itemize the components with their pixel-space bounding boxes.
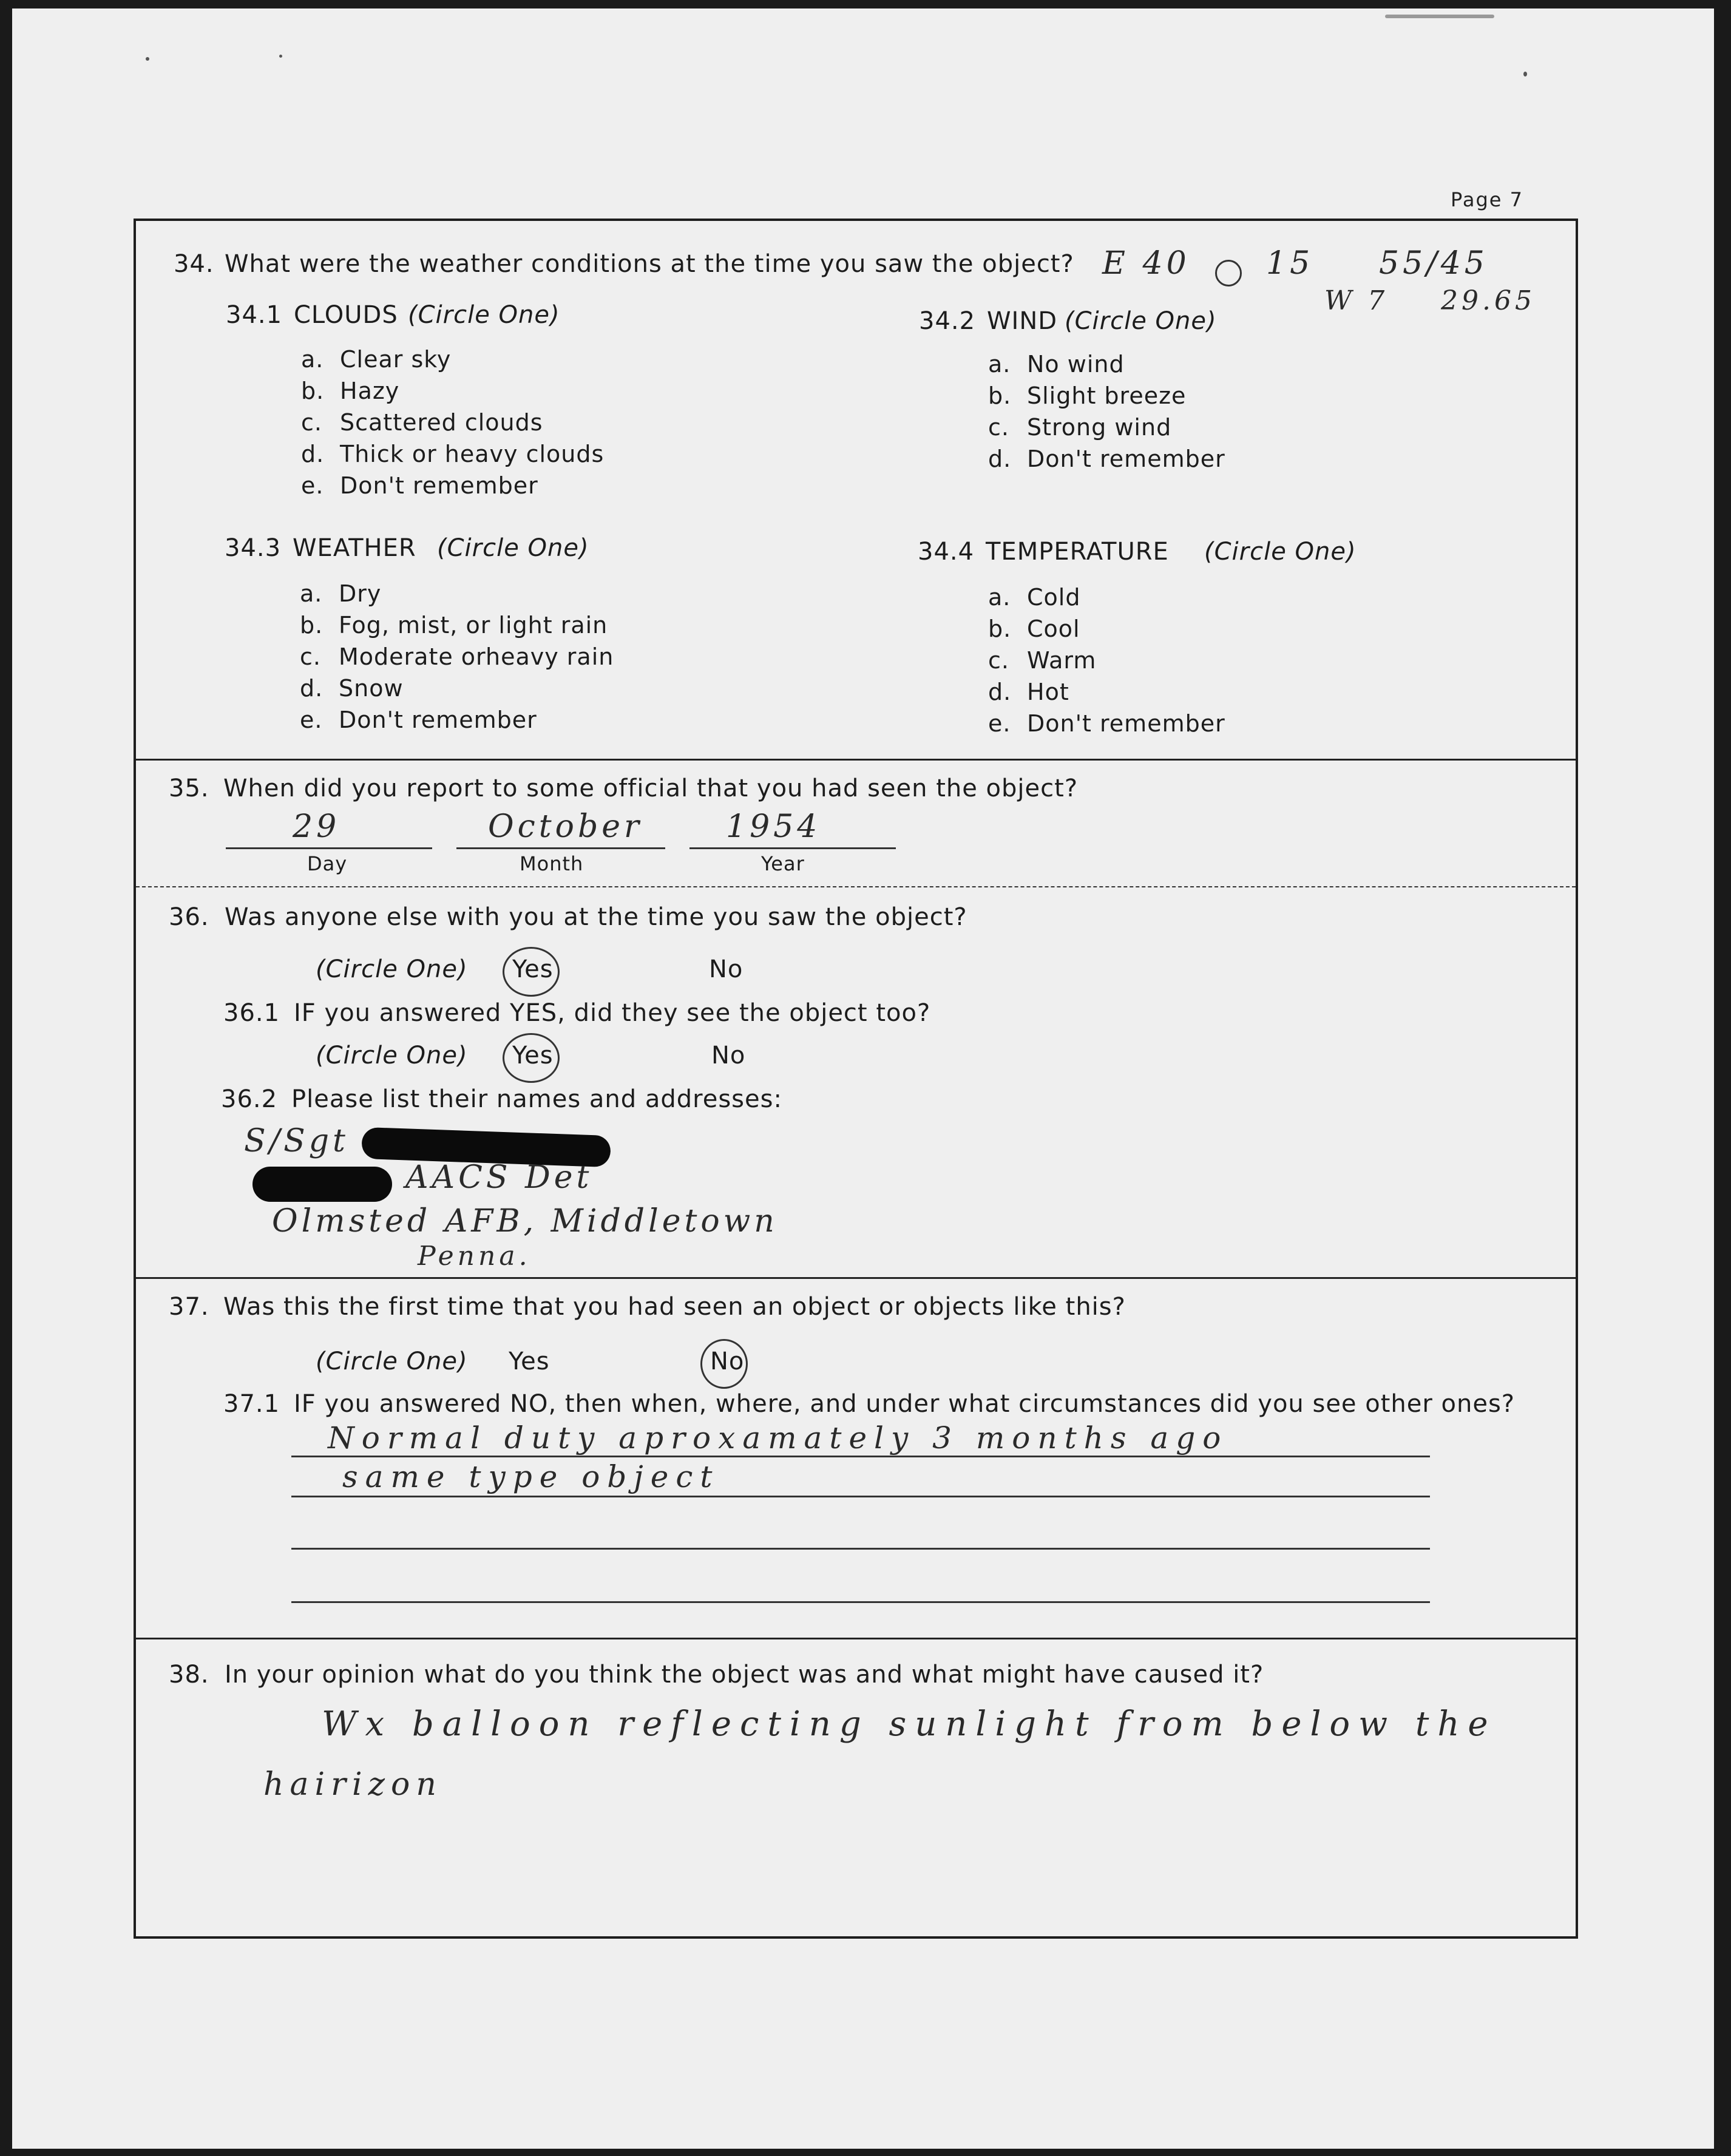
circle-one-instruction: (Circle One) <box>316 955 468 983</box>
handwritten-temp-dewpoint: 55/45 <box>1379 245 1488 282</box>
circle-one-instruction: (Circle One) <box>437 534 589 562</box>
handwritten-opinion-line1: Wx balloon reflecting sunlight from below the <box>322 1704 1497 1744</box>
option-letter: c. <box>988 414 1009 441</box>
option-letter: d. <box>988 446 1012 472</box>
subquestion-text: Please list their names and addresses: <box>291 1085 782 1113</box>
day-label: Day <box>307 852 348 875</box>
wind-option-no-wind: No wind <box>1027 351 1125 378</box>
question-text: What were the weather conditions at the time you saw the object? <box>225 250 1074 278</box>
section-divider <box>136 886 1576 887</box>
subquestion-number: 34.2 <box>919 307 976 335</box>
option-no: No <box>709 955 744 983</box>
answer-line <box>291 1548 1430 1550</box>
temperature-option-cool: Cool <box>1027 615 1080 642</box>
option-letter: b. <box>301 378 325 404</box>
scan-speck <box>1523 72 1527 76</box>
weather-option-fog: Fog, mist, or light rain <box>339 612 608 639</box>
option-letter: e. <box>300 707 323 733</box>
question-37-section <box>136 1280 1576 1644</box>
handwritten-answer-line1: Normal duty aproxamately 3 months ago <box>328 1420 1228 1456</box>
answer-line <box>291 1456 1430 1457</box>
temperature-option-warm: Warm <box>1027 647 1097 674</box>
year-underline <box>689 847 896 849</box>
option-yes: Yes <box>512 955 554 983</box>
clouds-option-hazy: Hazy <box>340 378 400 404</box>
option-letter: a. <box>988 584 1011 611</box>
subquestion-number: 36.1 <box>223 999 280 1027</box>
no-circled <box>700 1339 748 1389</box>
handwritten-rank: S/Sgt <box>244 1123 349 1159</box>
question-number: 37. <box>169 1293 209 1321</box>
option-letter: a. <box>301 346 324 373</box>
answer-line <box>291 1601 1430 1603</box>
question-text: In your opinion what do you think the object was and what might have caused it? <box>225 1661 1264 1689</box>
option-letter: c. <box>300 643 321 670</box>
yes-circled <box>503 947 560 997</box>
year-label: Year <box>761 852 805 875</box>
answer-line <box>291 1496 1430 1497</box>
circled-mark <box>1215 260 1242 286</box>
question-35-section <box>136 761 1576 901</box>
circle-one-instruction: (Circle One) <box>316 1348 468 1375</box>
subquestion-title: CLOUDS <box>294 301 398 329</box>
yes-circled <box>503 1033 560 1083</box>
question-number: 38. <box>169 1661 209 1689</box>
clouds-option-scattered: Scattered clouds <box>340 409 543 436</box>
question-text: Was this the first time that you had seen an object or objects like this? <box>223 1293 1126 1321</box>
subquestion-number: 36.2 <box>221 1085 278 1113</box>
option-letter: e. <box>301 472 324 499</box>
subquestion-text: IF you answered YES, did they see the object too? <box>294 999 931 1027</box>
temperature-option-cold: Cold <box>1027 584 1081 611</box>
option-letter: d. <box>988 679 1012 705</box>
question-text: Was anyone else with you at the time you saw the object? <box>225 903 967 931</box>
subquestion-title: WEATHER <box>293 534 416 562</box>
handwritten-wind: W 7 <box>1324 285 1389 316</box>
handwritten-month: October <box>488 808 643 845</box>
option-no: No <box>711 1042 746 1070</box>
circle-one-instruction: (Circle One) <box>1204 538 1357 566</box>
subquestion-number: 34.3 <box>225 534 282 562</box>
question-text: When did you report to some official that you had seen the object? <box>223 775 1079 802</box>
weather-option-dry: Dry <box>339 580 382 607</box>
weather-option-dont-remember: Don't remember <box>339 707 537 733</box>
wind-option-slight-breeze: Slight breeze <box>1027 382 1187 409</box>
temperature-option-dont-remember: Don't remember <box>1027 710 1225 737</box>
wind-option-dont-remember: Don't remember <box>1027 446 1225 472</box>
month-label: Month <box>520 852 584 875</box>
question-number: 36. <box>169 903 209 931</box>
option-letter: a. <box>300 580 323 607</box>
subquestion-number: 37.1 <box>223 1390 280 1418</box>
wind-option-strong-wind: Strong wind <box>1027 414 1172 441</box>
clouds-option-thick: Thick or heavy clouds <box>340 441 605 467</box>
page-number: Page 7 <box>1451 188 1523 211</box>
question-36-section <box>136 889 1576 1277</box>
scan-speck <box>146 57 149 61</box>
circle-one-instruction: (Circle One) <box>1065 307 1217 335</box>
handwritten-state: Penna. <box>418 1241 531 1272</box>
option-letter: a. <box>988 351 1011 378</box>
handwritten-base: Olmsted AFB, Middletown <box>272 1203 778 1239</box>
questionnaire-form <box>134 219 1578 1939</box>
question-number: 34. <box>174 250 214 278</box>
option-letter: b. <box>988 382 1012 409</box>
option-yes: Yes <box>512 1042 554 1070</box>
option-letter: d. <box>301 441 325 467</box>
handwritten-unit: AACS Det <box>405 1159 593 1196</box>
redacted-address <box>252 1167 392 1202</box>
section-divider <box>136 759 1576 761</box>
question-number: 35. <box>169 775 209 802</box>
temperature-option-hot: Hot <box>1027 679 1069 705</box>
option-letter: d. <box>300 675 324 702</box>
handwritten-pressure: 29.65 <box>1441 285 1536 316</box>
option-yes: Yes <box>509 1348 550 1375</box>
subquestion-number: 34.4 <box>918 538 975 566</box>
day-underline <box>226 847 432 849</box>
clouds-option-clear-sky: Clear sky <box>340 346 452 373</box>
month-underline <box>456 847 665 849</box>
weather-option-heavy-rain: Moderate orheavy rain <box>339 643 614 670</box>
circle-one-instruction: (Circle One) <box>408 301 560 329</box>
option-no: No <box>710 1348 745 1375</box>
handwritten-speed: 15 <box>1266 245 1314 282</box>
question-38-section <box>136 1640 1576 1931</box>
section-divider <box>136 1638 1576 1639</box>
handwritten-opinion-line2: hairizon <box>263 1766 442 1803</box>
question-34-section <box>136 221 1576 755</box>
handwritten-day: 29 <box>293 808 340 845</box>
option-letter: b. <box>988 615 1012 642</box>
option-letter: b. <box>300 612 324 639</box>
handwritten-wind-direction: E 40 <box>1102 245 1190 282</box>
scan-speck <box>279 55 282 58</box>
handwritten-year: 1954 <box>726 808 821 845</box>
subquestion-title: TEMPERATURE <box>986 538 1169 566</box>
option-letter: c. <box>301 409 322 436</box>
option-letter: c. <box>988 647 1009 674</box>
clouds-option-dont-remember: Don't remember <box>340 472 538 499</box>
subquestion-title: WIND <box>987 307 1058 335</box>
scan-streak <box>1385 15 1494 18</box>
subquestion-text: IF you answered NO, then when, where, and under what circumstances did you see other ones? <box>294 1390 1516 1418</box>
option-letter: e. <box>988 710 1011 737</box>
weather-option-snow: Snow <box>339 675 404 702</box>
subquestion-number: 34.1 <box>226 301 283 329</box>
document-page <box>12 8 1714 2149</box>
handwritten-answer-line2: same type object <box>342 1459 720 1494</box>
section-divider <box>136 1277 1576 1279</box>
circle-one-instruction: (Circle One) <box>316 1042 468 1070</box>
